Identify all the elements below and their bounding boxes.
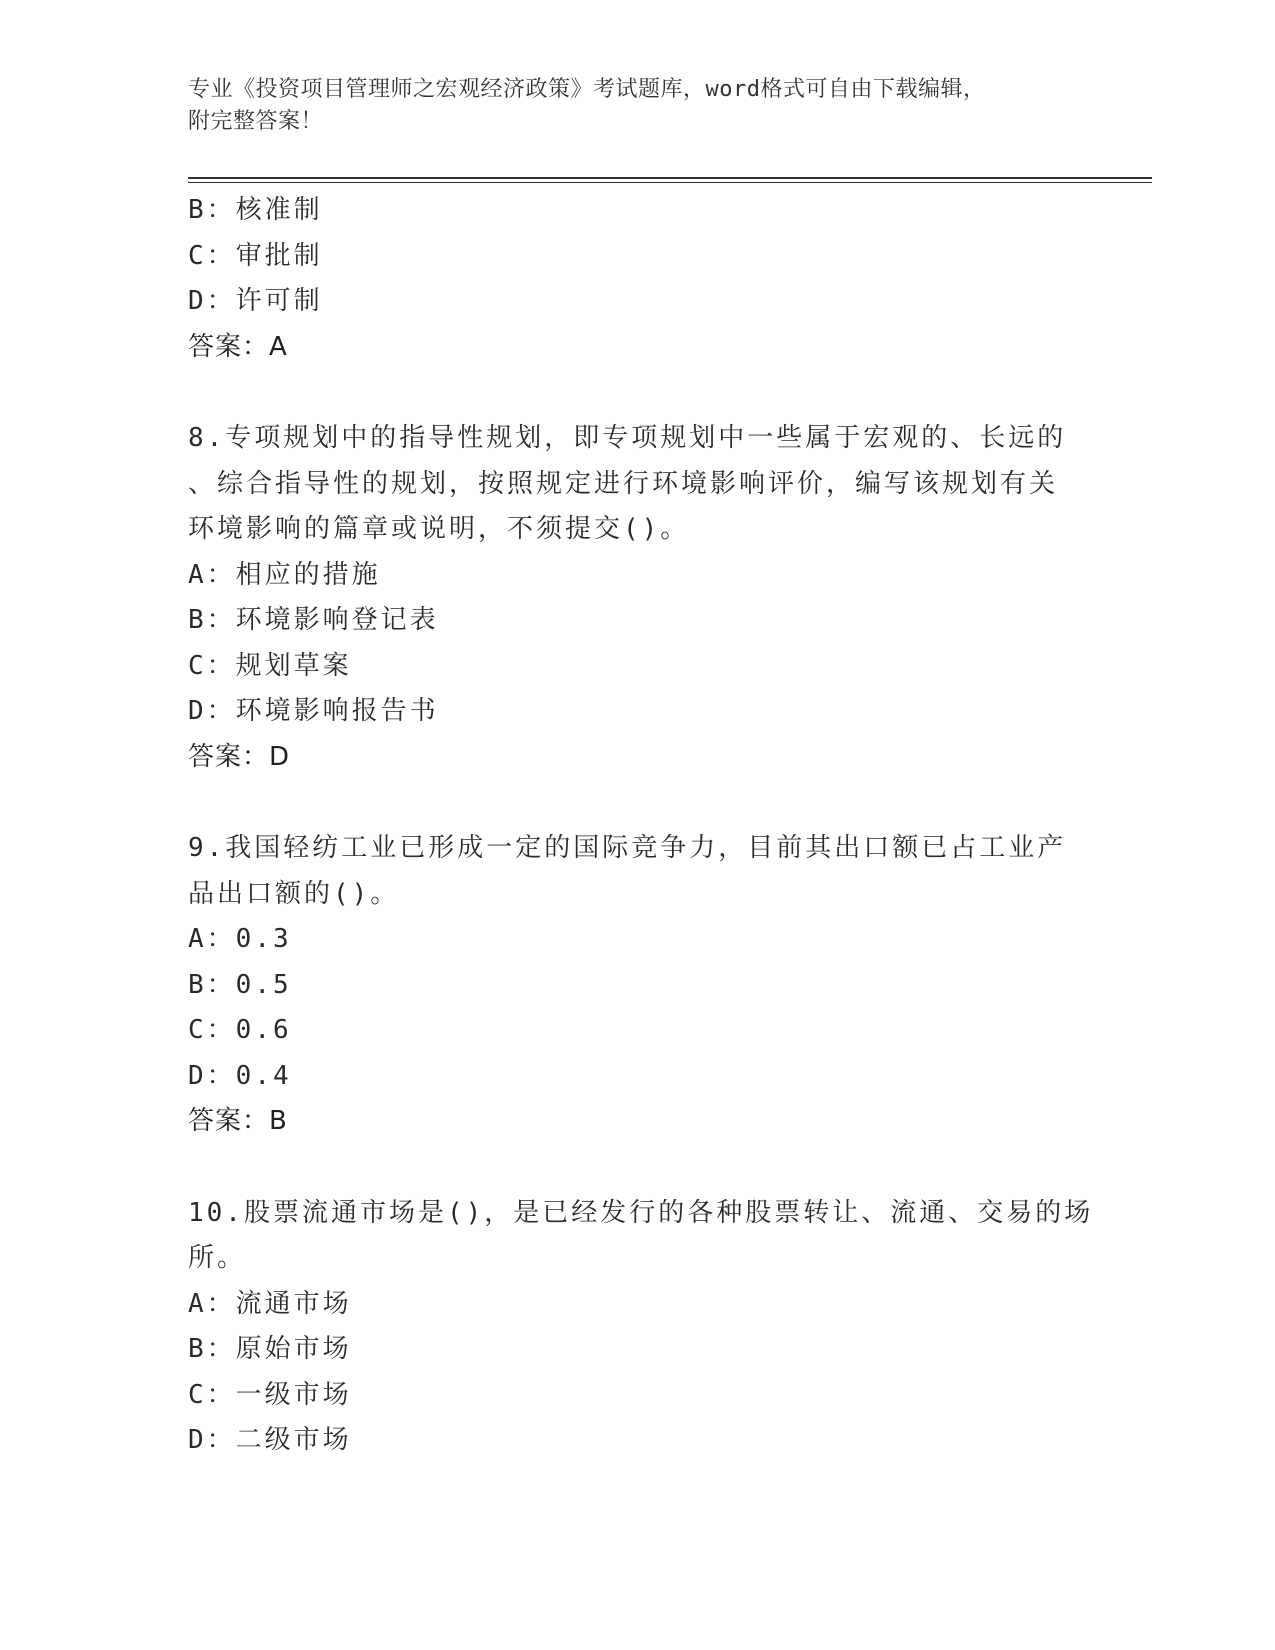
question-stem-line: 品出口额的()。 xyxy=(188,878,400,909)
option-text: 二级市场 xyxy=(235,1425,352,1455)
option-d xyxy=(188,689,1088,735)
option-text: 原始市场 xyxy=(235,1334,352,1364)
option-label: D xyxy=(188,696,207,726)
option-separator: ： xyxy=(206,1288,236,1319)
option-separator: ： xyxy=(206,924,236,954)
option-separator: ： xyxy=(206,1060,236,1091)
option-b xyxy=(188,188,1088,234)
option-separator: ： xyxy=(206,1334,236,1364)
option-label: D xyxy=(188,1425,207,1455)
question-10 xyxy=(188,1191,1094,1464)
answer-line: 答案：B xyxy=(188,1106,288,1136)
option-separator: ： xyxy=(206,1425,236,1455)
option-d xyxy=(188,1418,1088,1464)
option-label: A xyxy=(188,559,207,590)
option-text: 0.5 xyxy=(235,969,292,1000)
answer-line: 答案：D xyxy=(188,741,291,772)
option-c xyxy=(188,1008,1088,1054)
option-separator: ： xyxy=(206,1015,236,1045)
question-7-tail xyxy=(188,188,1088,370)
option-label: C xyxy=(188,1015,207,1045)
option-separator: ： xyxy=(206,195,236,225)
option-c xyxy=(188,1373,1088,1419)
option-b xyxy=(188,598,1088,644)
option-label: B xyxy=(188,1334,207,1364)
document-header xyxy=(188,74,1088,138)
option-text: 规划草案 xyxy=(235,650,352,681)
option-text: 相应的措施 xyxy=(235,559,381,590)
spacer xyxy=(188,370,1088,416)
option-separator: ： xyxy=(206,1379,236,1410)
option-label: A xyxy=(188,924,207,954)
header-divider-thick xyxy=(188,177,1152,179)
option-d xyxy=(188,279,1088,325)
question-8 xyxy=(188,416,1088,780)
option-label: D xyxy=(188,1060,207,1091)
option-text: 核准制 xyxy=(235,195,323,225)
option-separator: ： xyxy=(206,605,236,635)
question-stem-line: 、综合指导性的规划，按照规定进行环境影响评价，编写该规划有关 xyxy=(188,468,1059,499)
option-separator: ： xyxy=(206,559,236,590)
option-label: C xyxy=(188,650,207,681)
option-text: 环境影响登记表 xyxy=(235,605,439,635)
option-text: 0.6 xyxy=(235,1015,292,1045)
option-label: B xyxy=(188,195,207,225)
option-c xyxy=(188,234,1088,280)
option-separator: ： xyxy=(206,286,236,316)
option-c xyxy=(188,644,1088,690)
option-label: A xyxy=(188,1288,207,1319)
question-stem-line: 所。 xyxy=(188,1243,247,1273)
answer-line: 答案：A xyxy=(188,331,288,362)
option-text: 审批制 xyxy=(235,240,323,271)
spacer xyxy=(188,780,1088,826)
option-label: B xyxy=(188,605,207,635)
question-stem-line: 8.专项规划中的指导性规划，即专项规划中一些属于宏观的、长远的 xyxy=(188,423,1067,453)
question-9 xyxy=(188,826,1088,1145)
option-separator: ： xyxy=(206,696,236,726)
option-text: 环境影响报告书 xyxy=(235,696,439,726)
option-d xyxy=(188,1054,1088,1100)
question-stem-line: 环境影响的篇章或说明，不须提交()。 xyxy=(188,514,690,544)
option-separator: ： xyxy=(206,969,236,1000)
header-line-2: 附完整答案！ xyxy=(188,109,324,134)
option-text: 0.3 xyxy=(235,924,292,954)
option-separator: ： xyxy=(206,650,236,681)
spacer xyxy=(188,1145,1088,1191)
option-b xyxy=(188,1327,1088,1373)
question-stem-line: 10.股票流通市场是()，是已经发行的各种股票转让、流通、交易的场 xyxy=(188,1197,1094,1228)
header-divider-thin xyxy=(188,182,1152,183)
option-label: B xyxy=(188,969,207,1000)
option-text: 0.4 xyxy=(235,1060,292,1091)
option-a xyxy=(188,917,1088,963)
option-b xyxy=(188,963,1088,1009)
option-text: 许可制 xyxy=(235,286,323,316)
option-text: 流通市场 xyxy=(235,1288,352,1319)
document-body xyxy=(188,188,1094,1464)
option-label: C xyxy=(188,1379,207,1410)
option-label: C xyxy=(188,240,207,271)
header-line-1: 专业《投资项目管理师之宏观经济政策》考试题库，word格式可自由下载编辑， xyxy=(188,77,986,102)
option-separator: ： xyxy=(206,240,236,271)
option-a xyxy=(188,553,1088,599)
option-label: D xyxy=(188,286,207,316)
question-stem-line: 9.我国轻纺工业已形成一定的国际竞争力，目前其出口额已占工业产 xyxy=(188,833,1067,863)
option-a xyxy=(188,1282,1088,1328)
option-text: 一级市场 xyxy=(235,1379,352,1410)
